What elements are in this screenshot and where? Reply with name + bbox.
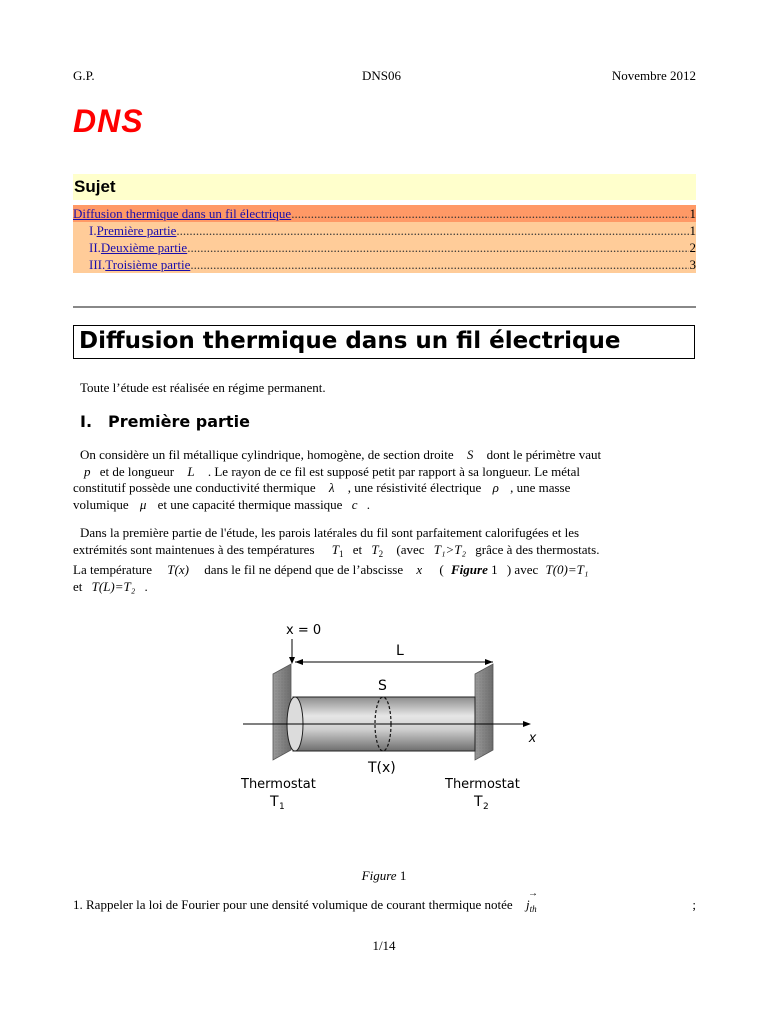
toc-page: 3: [689, 257, 696, 272]
page-header: [73, 68, 696, 86]
symbol-T2: T: [371, 541, 379, 557]
divider: [73, 306, 696, 308]
paragraph-2: [73, 525, 696, 595]
toc-num: II.: [89, 240, 101, 255]
main-title: Diffusion thermique dans un fil électrique: [79, 328, 621, 354]
toc-link[interactable]: Deuxième partie: [100, 240, 188, 255]
figure-1-diagram: [233, 612, 543, 842]
question-text: 1. Rappeler la loi de Fourier pour une densité volumique de courant thermique notée: [73, 897, 513, 912]
S-label: S: [378, 678, 387, 694]
text: constitutif possède une conductivité thermique: [73, 480, 316, 495]
right-wall-texture: [475, 664, 493, 760]
text: et de longueur: [99, 463, 175, 479]
text: .: [144, 578, 148, 594]
Tx-label: T(x): [368, 760, 396, 776]
toc-page: 1: [689, 206, 696, 221]
subscript: 2: [378, 548, 384, 559]
text: et: [352, 541, 363, 557]
symbol-x: x: [416, 562, 423, 577]
vector-arrow: →: [527, 888, 538, 899]
text: dont le périmètre vaut: [486, 447, 602, 462]
subscript: th: [529, 904, 537, 914]
symbol-j-letter: j: [525, 897, 530, 912]
T2-subscript: 2: [483, 802, 489, 812]
question-end: ;: [692, 897, 696, 912]
main-title-box: [73, 325, 695, 359]
text: . Le rayon de ce fil est supposé petit par rapport à sa longueur. Le métal: [207, 463, 581, 479]
x0-arrow: [289, 657, 295, 664]
figure-caption: [0, 868, 768, 884]
L-label: L: [396, 643, 404, 659]
figure-ref: Figure: [451, 562, 488, 577]
T1-subscript: 1: [279, 802, 285, 812]
thermostat-left-label: Thermostat: [241, 777, 316, 792]
toc-page: 1: [689, 223, 696, 238]
toc-leader: [291, 205, 688, 222]
text: .: [366, 496, 370, 512]
symbol-T1: T: [331, 541, 339, 557]
text: , une masse: [510, 480, 571, 495]
T2-label: T: [474, 794, 483, 810]
toc-num: III.: [89, 257, 106, 272]
text: Dans la première partie de l'étude, les parois latérales du fil sont parfaitement calorifugées et les: [80, 525, 580, 540]
toc-leader: [190, 256, 688, 273]
symbol-TL: T(L)=T₂: [91, 578, 136, 594]
sujet-band: [73, 174, 696, 200]
right-thermostat: [475, 664, 493, 760]
symbol-j: [516, 888, 541, 914]
symbol-rho: ρ: [492, 480, 499, 495]
page-number: 1/14: [372, 938, 396, 953]
symbol-inequality: T₁>T₂: [433, 541, 467, 557]
caption-number: 1: [399, 868, 407, 883]
question-1: [73, 888, 696, 914]
toc-num: I.: [89, 223, 97, 238]
table-of-contents: [73, 205, 696, 273]
symbol-mu: μ: [139, 496, 147, 512]
toc-item-main[interactable]: [73, 205, 696, 222]
header-date: Novembre 2012: [611, 68, 696, 83]
symbol-Tx: T(x): [167, 562, 189, 577]
subscript: 1: [339, 548, 344, 559]
text: On considère un fil métallique cylindrique, homogène, de section droite: [80, 447, 454, 462]
paragraph-1: [73, 447, 696, 513]
toc-page: 2: [689, 240, 696, 255]
text: La température: [73, 562, 153, 577]
toc-item-part1[interactable]: [73, 222, 696, 239]
symbol-lambda: λ: [328, 480, 335, 495]
x-axis-label: x: [529, 729, 536, 745]
x-axis-arrow: [523, 721, 531, 727]
doc-title: DNS: [73, 103, 144, 139]
toc-link[interactable]: Première partie: [96, 223, 177, 238]
x0-label: x = 0: [286, 623, 322, 638]
section-heading: [80, 412, 250, 431]
symbol-L: L: [187, 463, 195, 479]
toc-leader: [176, 222, 688, 239]
toc-link[interactable]: Diffusion thermique dans un fil électrique: [73, 206, 292, 221]
toc-item-part2[interactable]: [73, 239, 696, 256]
text: volumique: [73, 496, 129, 512]
text: et: [73, 578, 83, 594]
intro-text: Toute l’étude est réalisée en régime permanent.: [80, 380, 326, 395]
header-author: G.P.: [73, 68, 95, 83]
sujet-label: Sujet: [74, 177, 116, 196]
symbol-c: c: [351, 496, 358, 512]
symbol-p: p: [84, 463, 91, 479]
T1-label: T: [270, 794, 279, 810]
toc-link[interactable]: Troisième partie: [105, 257, 191, 272]
section-title: Première partie: [108, 412, 250, 431]
text: (avec: [396, 541, 425, 557]
caption-word: Figure: [361, 868, 397, 883]
symbol-T0: T(0)=T₁: [545, 562, 589, 577]
header-code: DNS06: [362, 68, 402, 83]
toc-item-part3[interactable]: [73, 256, 696, 273]
text: , une résistivité électrique: [347, 480, 482, 495]
symbol-S: S: [466, 447, 474, 462]
text: et une capacité thermique massique: [157, 496, 343, 512]
section-number: I.: [80, 412, 93, 431]
thermostat-right-label: Thermostat: [445, 777, 520, 792]
toc-leader: [187, 239, 688, 256]
L-arrow-right: [485, 659, 493, 665]
text: dans le fil ne dépend que de l’abscisse: [204, 562, 404, 577]
L-arrow-left: [295, 659, 303, 665]
text: extrémités sont maintenues à des températures: [73, 541, 315, 557]
text: grâce à des thermostats.: [475, 541, 600, 557]
text: ) avec: [506, 562, 539, 577]
figure-ref-num: 1: [491, 562, 498, 577]
text: (: [439, 562, 444, 577]
